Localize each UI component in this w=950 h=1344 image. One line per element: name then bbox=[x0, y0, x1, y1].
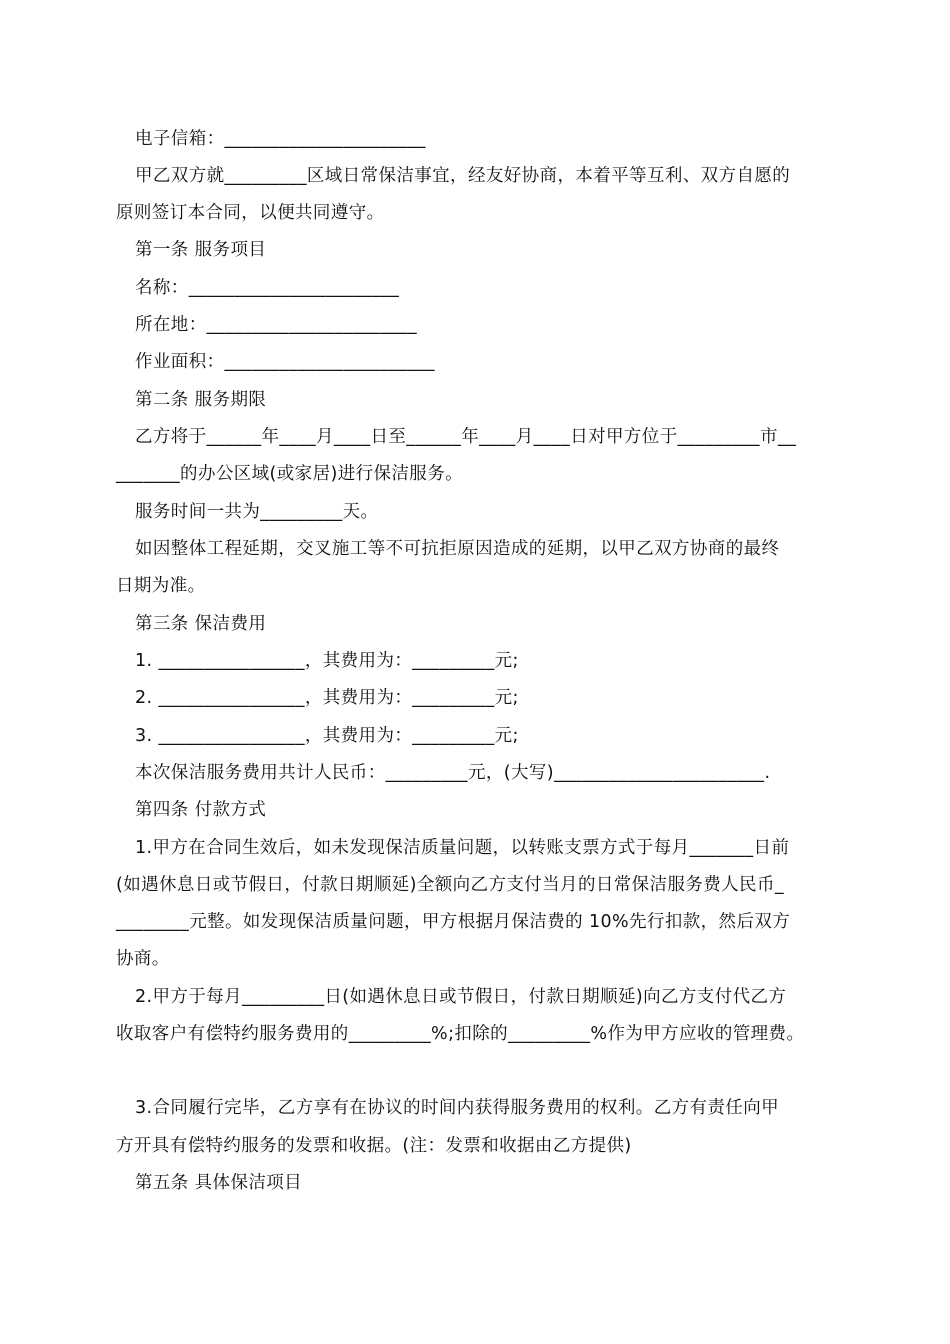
service-period-line-1: 乙方将于______年____月____日至______年____月____日对甲方位于_________市__ bbox=[135, 427, 797, 447]
fee-item-2: 2. ________________，其费用为：_________元; bbox=[135, 688, 519, 708]
email-line: 电子信箱：______________________ bbox=[135, 129, 426, 149]
article-4-heading: 第四条 付款方式 bbox=[135, 800, 267, 820]
delay-clause-line-1: 如因整体工程延期，交叉施工等不可抗拒原因造成的延期，以甲乙双方协商的最终 bbox=[135, 539, 780, 559]
service-duration-line: 服务时间一共为_________天。 bbox=[135, 502, 379, 522]
article-5-heading: 第五条 具体保洁项目 bbox=[135, 1173, 303, 1193]
intro-line-2: 原则签订本合同，以便共同遵守。 bbox=[116, 203, 385, 223]
payment-clause-1-line-2: (如遇休息日或节假日，付款日期顺延)全额向乙方支付当月的日常保洁服务费人民币_ bbox=[116, 875, 785, 895]
fee-item-1: 1. ________________，其费用为：_________元; bbox=[135, 651, 519, 671]
article-1-heading: 第一条 服务项目 bbox=[135, 240, 267, 260]
name-field-line: 名称：_______________________ bbox=[135, 278, 400, 298]
location-field-line: 所在地：_______________________ bbox=[135, 315, 418, 335]
service-period-line-2: _______的办公区域(或家居)进行保洁服务。 bbox=[116, 464, 464, 484]
delay-clause-line-2: 日期为准。 bbox=[116, 576, 206, 596]
payment-clause-1-line-1: 1.甲方在合同生效后，如未发现保洁质量问题，以转账支票方式于每月_______日前 bbox=[135, 838, 790, 858]
area-field-line: 作业面积：_______________________ bbox=[135, 352, 435, 372]
intro-line-1: 甲乙双方就_________区域日常保洁事宜，经友好协商，本着平等互利、双方自愿的 bbox=[135, 166, 791, 186]
article-2-heading: 第二条 服务期限 bbox=[135, 390, 267, 410]
payment-clause-3-line-1: 3.合同履行完毕，乙方享有在协议的时间内获得服务费用的权利。乙方有责任向甲 bbox=[135, 1098, 779, 1118]
payment-clause-1-line-4: 协商。 bbox=[116, 949, 170, 969]
fee-total-line: 本次保洁服务费用共计人民币：_________元，(大写)_______________________. bbox=[135, 763, 771, 783]
payment-clause-1-line-3: ________元整。如发现保洁质量问题，甲方根据月保洁费的 10%先行扣款，然后双方 bbox=[116, 912, 791, 932]
article-3-heading: 第三条 保洁费用 bbox=[135, 614, 267, 634]
fee-item-3: 3. ________________，其费用为：_________元; bbox=[135, 726, 519, 746]
payment-clause-3-line-2: 方开具有偿特约服务的发票和收据。(注：发票和收据由乙方提供) bbox=[116, 1136, 632, 1156]
payment-clause-2-line-1: 2.甲方于每月_________日(如遇休息日或节假日，付款日期顺延)向乙方支付代乙方 bbox=[135, 987, 787, 1007]
payment-clause-2-line-2: 收取客户有偿特约服务费用的_________%;扣除的_________%作为甲方应收的管理费。 bbox=[116, 1024, 805, 1044]
